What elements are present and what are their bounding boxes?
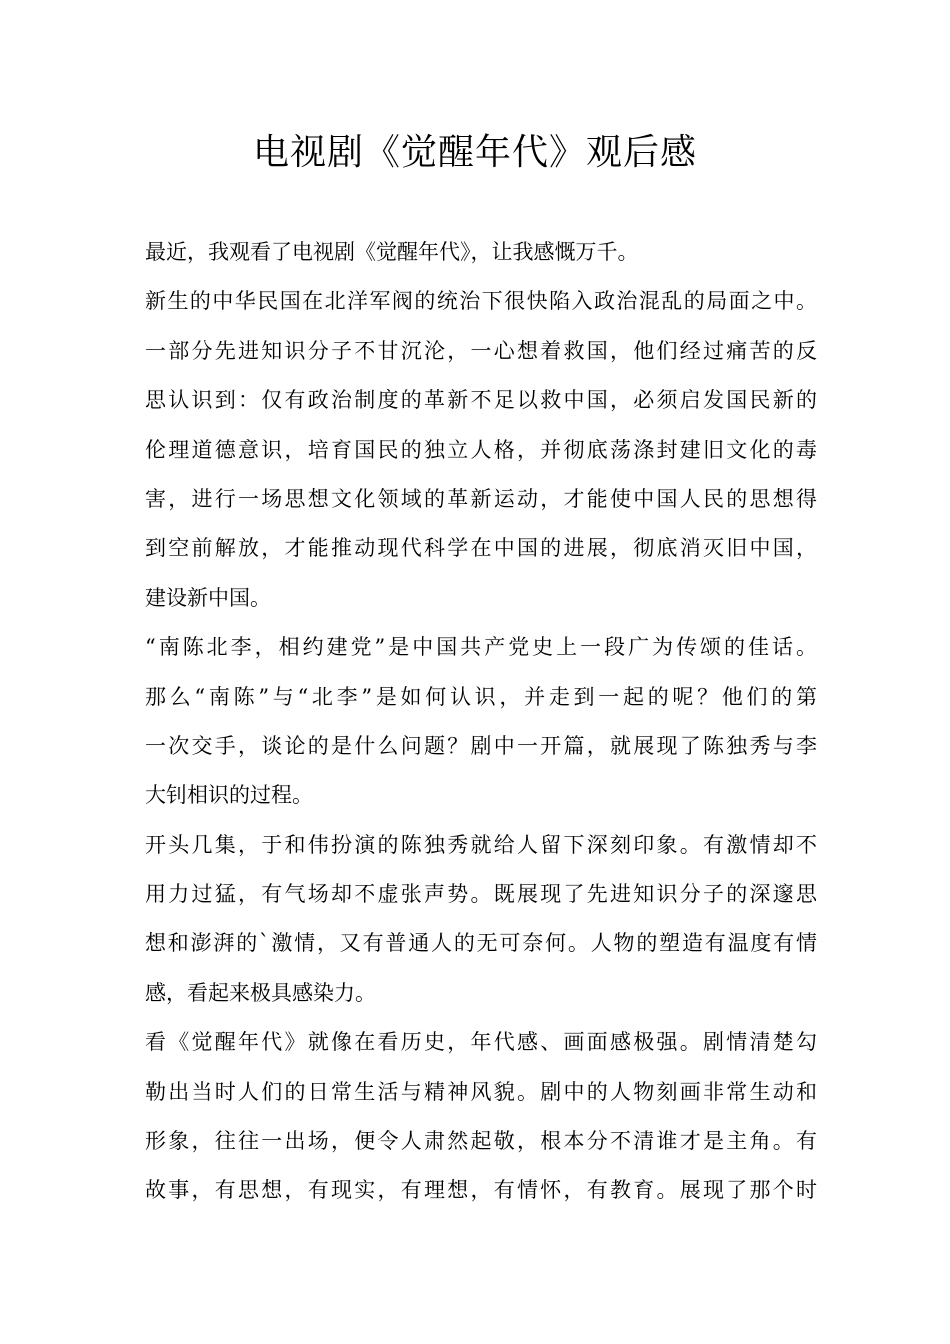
document-body [145,228,817,1216]
text-line: 想和澎湃的`激情，又有普通人的无可奈何。人物的塑造有温度有情 [145,931,817,956]
text-line: “南陈北李，相约建党”是中国共产党史上一段广为传颂的佳话。 [145,635,817,660]
text-line: 看《觉醒年代》就像在看历史，年代感、画面感极强。剧情清楚勾 [145,1030,817,1055]
text-line: 建设新中国。 [145,585,271,610]
text-line: 一次交手，谈论的是什么问题？剧中一开篇，就展现了陈独秀与李 [145,733,817,758]
text-line: 一部分先进知识分子不甘沉沦，一心想着救国，他们经过痛苦的反 [145,338,817,363]
text-line: 勒出当时人们的日常生活与精神风貌。剧中的人物刻画非常生动和 [145,1079,817,1104]
text-line: 到空前解放，才能推动现代科学在中国的进展，彻底消灭旧中国， [145,536,817,561]
text-line: 开头几集，于和伟扮演的陈独秀就给人留下深刻印象。有激情却不 [145,832,817,857]
text-line: 故事，有思想，有现实，有理想，有情怀，有教育。展现了那个时 [145,1178,817,1203]
text-line: 感，看起来极具感染力。 [145,980,376,1005]
text-line: 最近，我观看了电视剧《觉醒年代》，让我感慨万千。 [145,240,639,264]
text-line: 那么“南陈”与“北李”是如何认识，并走到一起的呢？他们的第 [145,684,817,709]
text-line: 用力过猛，有气场却不虚张声势。既展现了先进知识分子的深邃思 [145,882,817,907]
text-line: 大钊相识的过程。 [145,783,313,808]
text-line: 思认识到：仅有政治制度的革新不足以救中国，必须启发国民新的 [145,388,817,413]
text-line: 形象，往往一出场，便令人肃然起敬，根本分不清谁才是主角。有 [145,1129,817,1154]
text-line: 害，进行一场思想文化领域的革新运动，才能使中国人民的思想得 [145,486,817,511]
text-line: 新生的中华民国在北洋军阀的统治下很快陷入政治混乱的局面之中。 [145,289,817,314]
document-title: 电视剧《觉醒年代》观后感 [252,132,697,173]
text-line: 伦理道德意识，培育国民的独立人格，并彻底荡涤封建旧文化的毒 [145,437,817,462]
